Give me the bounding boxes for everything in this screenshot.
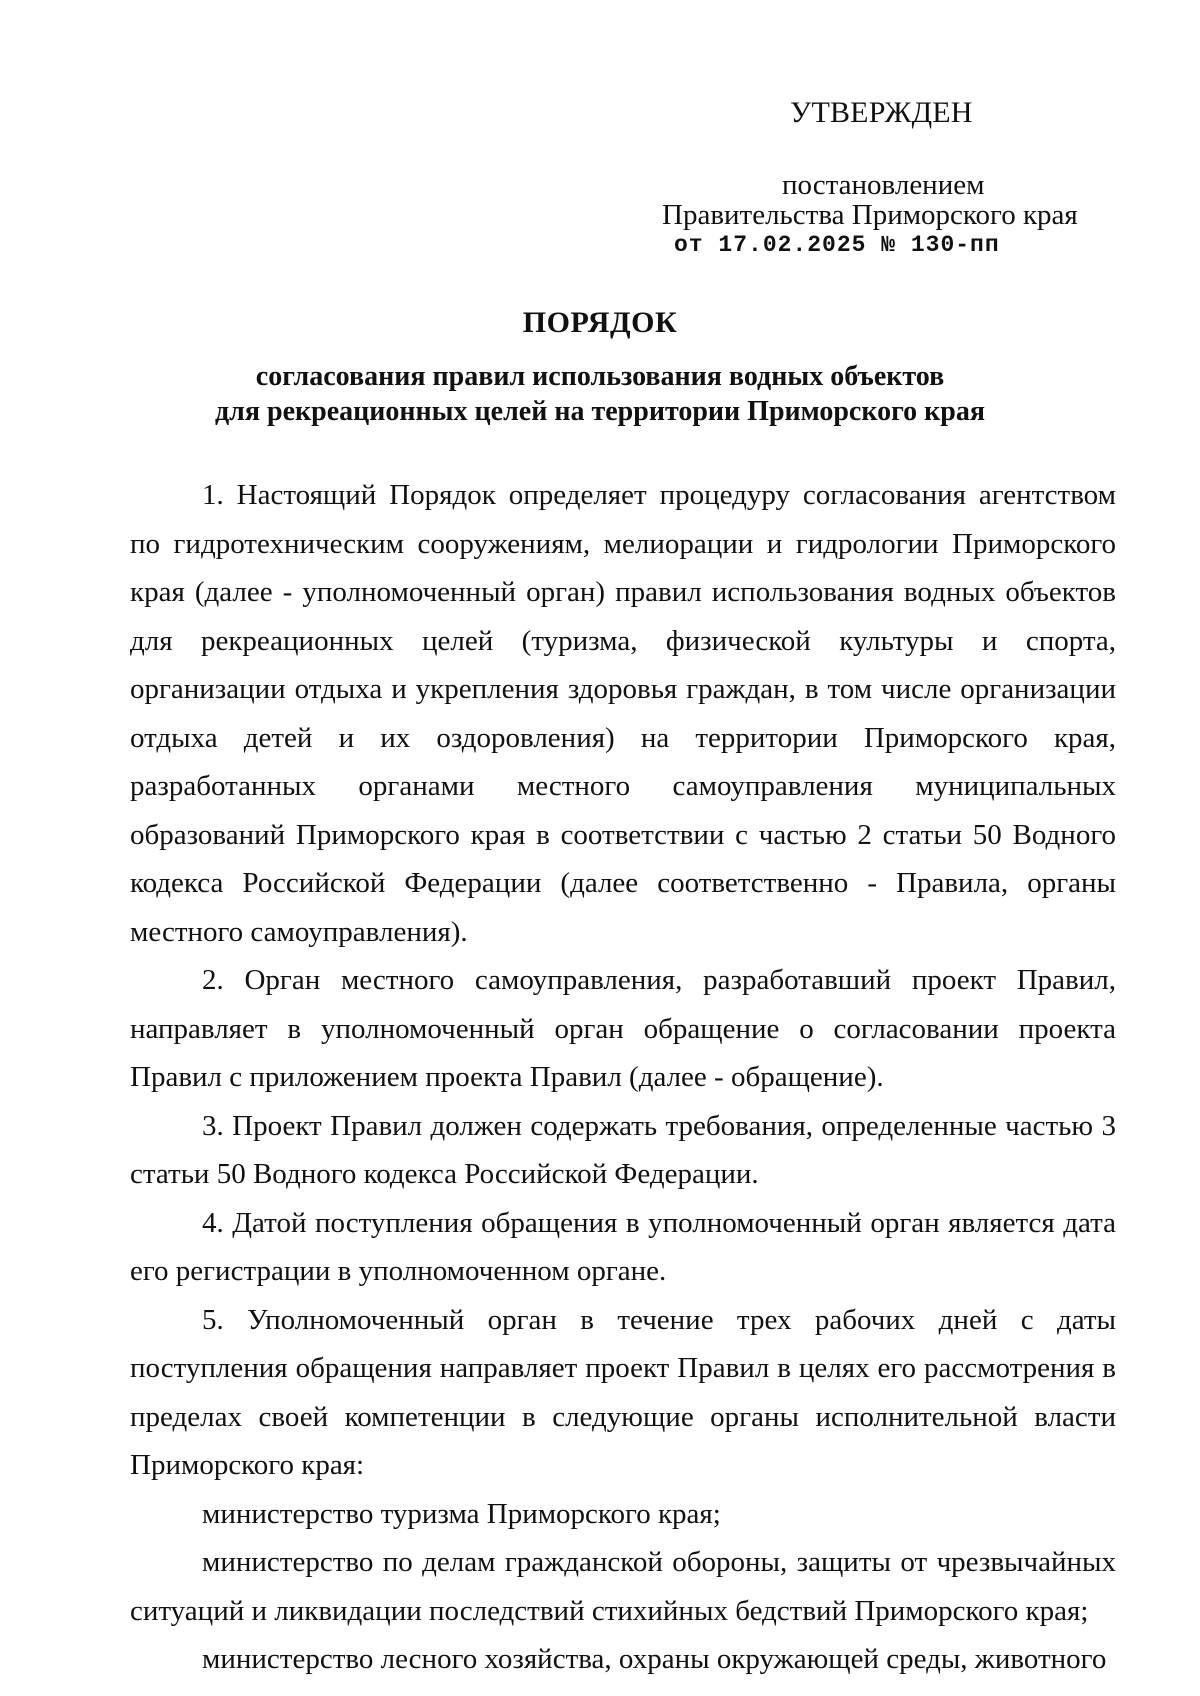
paragraph-3: 3. Проект Правил должен содержать требования, определенные частью 3 статьи 50 Водного кодекса Российской Федерации. <box>130 1109 1116 1190</box>
document-body <box>130 471 1116 1684</box>
document-subtitle-line-1: согласования правил использования водных объектов <box>255 361 945 392</box>
approval-date-number: от 17.02.2025 № 130-пп <box>674 232 1000 258</box>
list-item-civil-defense-ministry: министерство по делам гражданской обороны, защиты от чрезвычайных ситуаций и ликвидации последствий стихийных бедствий Приморского края; <box>130 1546 1116 1627</box>
approval-heading: УТВЕРЖДЕН <box>790 96 973 129</box>
paragraph-4: 4. Датой поступления обращения в уполномоченный орган является дата его регистрации в уполномоченном органе. <box>130 1206 1116 1287</box>
approval-line-government: Правительства Приморского края <box>662 199 1078 231</box>
paragraph-2: 2. Орган местного самоуправления, разработавший проект Правил, направляет в уполномоченный орган обращение о согласовании проекта Правил с приложением проекта Правил (далее - обращение). <box>130 964 1116 1093</box>
document-title: ПОРЯДОК <box>522 306 678 339</box>
approval-line-decree: постановлением <box>782 169 985 201</box>
document-subtitle <box>200 359 1000 429</box>
document-subtitle-line-2: для рекреационных целей на территории Приморского края <box>214 396 985 427</box>
list-item-tourism-ministry: министерство туризма Приморского края; <box>202 1497 721 1530</box>
list-item-forestry-ministry: министерство лесного хозяйства, охраны окружающей среды, животного <box>202 1643 1107 1675</box>
paragraph-1: 1. Настоящий Порядок определяет процедуру согласования агентством по гидротехническим сооружениям, мелиорации и гидрологии Приморского края (далее - уполномоченный орган) правил использования водных объектов для рекреационных целей (туризма, физической культуры и спорта, организации отдыха и укрепления здоровья граждан, в том числе организации отдыха детей и их оздоровления) на территории Приморского края, разработанных органами местного самоуправления муниципальных образований Приморского края в соответствии с частью 2 статьи 50 Водного кодекса Российской Федерации (далее соответственно - Правила, органы местного самоуправления). <box>130 479 1116 948</box>
paragraph-5: 5. Уполномоченный орган в течение трех рабочих дней с даты поступления обращения направляет проект Правил в целях его рассмотрения в пределах своей компетенции в следующие органы исполнительной власти Приморского края: <box>130 1303 1116 1481</box>
